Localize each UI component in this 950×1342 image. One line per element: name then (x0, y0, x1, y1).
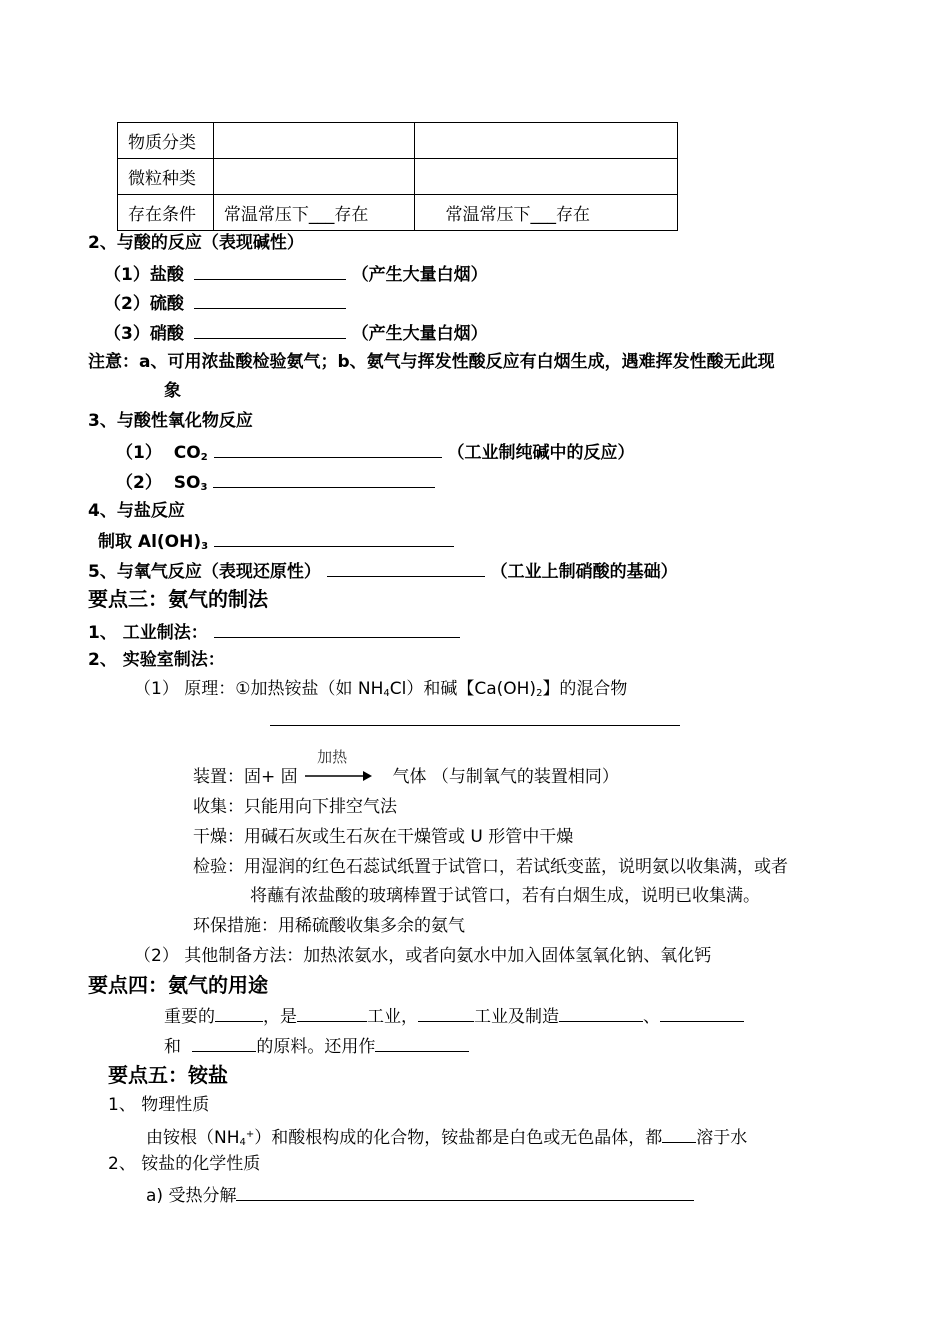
usage-line (164, 1034, 469, 1058)
text-segment: 工业， (367, 1007, 418, 1027)
section-title: 5、与氧气反应（表现还原性） (88, 562, 321, 582)
formula-subscript: 3 (201, 541, 209, 552)
formula (174, 443, 208, 463)
item-label: 1、 工业制法： (88, 623, 208, 643)
formula-subscript: 2 (536, 688, 543, 699)
answer-blank[interactable] (194, 291, 346, 309)
table-cell (415, 123, 678, 159)
text-segment: 】的混合物 (542, 679, 628, 699)
answer-blank[interactable] (297, 1004, 367, 1022)
formula-subscript: 2 (200, 452, 208, 463)
text-segment: 工业及制造 (474, 1007, 559, 1027)
text-segment: （1） 原理：①加热铵盐（如 NH (134, 679, 384, 699)
note-line: 象 (164, 381, 181, 401)
list-item (98, 529, 454, 558)
answer-blank[interactable] (662, 1125, 696, 1143)
dry-line: 干燥：用碱石灰或生石灰在干燥管或 U 形管中干燥 (193, 827, 574, 847)
answer-blank[interactable] (194, 262, 346, 280)
section-title-line (88, 559, 678, 583)
answer-blank[interactable] (375, 1034, 469, 1052)
answer-blank[interactable] (236, 1183, 694, 1201)
table-cell-label: 存在条件 (118, 195, 214, 231)
list-item (116, 470, 435, 499)
list-item (104, 321, 488, 345)
list-item: 2、 铵盐的化学性质 (108, 1154, 261, 1174)
other-method-line: （2） 其他制备方法：加热浓氨水，或者向氨水中加入固体氢氧化钠、氧化钙 (134, 946, 712, 966)
device-line (193, 748, 619, 788)
list-item: 2、 实验室制法： (88, 650, 225, 670)
list-item (88, 620, 460, 644)
section-title: 4、与盐反应 (88, 501, 185, 521)
table-row (118, 123, 678, 159)
text-segment: 的原料。还用作 (256, 1037, 376, 1057)
text-segment: Cl）和碱【Ca(OH) (389, 679, 537, 699)
text-segment: 由铵根（NH (146, 1128, 240, 1148)
collect-line: 收集：只能用向下排空气法 (193, 797, 397, 817)
answer-blank[interactable] (214, 440, 442, 458)
text-segment: 、 (643, 1007, 660, 1027)
text-segment: 溶于水 (696, 1128, 748, 1148)
text-segment: ）和酸根构成的化合物，铵盐都是白色或无色晶体，都 (254, 1128, 663, 1148)
item-note: （工业制纯碱中的反应） (447, 443, 635, 463)
note-line: 注意：a、可用浓盐酸检验氨气；b、氨气与挥发性酸反应有白烟生成，遇难挥发性酸无此现 (88, 352, 775, 372)
item-number: （1） (116, 443, 162, 463)
list-item (104, 291, 346, 315)
answer-blank[interactable] (327, 559, 485, 577)
answer-blank[interactable] (660, 1004, 744, 1022)
table-cell: 常温常压下___存在 (415, 195, 678, 231)
heading-point-3: 要点三：氨气的制法 (88, 587, 268, 611)
item-label: （1）盐酸 (104, 265, 184, 285)
answer-blank[interactable] (213, 470, 435, 488)
right-arrow-icon (303, 770, 373, 782)
property-table (117, 122, 678, 231)
heading-point-5: 要点五：铵盐 (108, 1063, 228, 1087)
table-row (118, 159, 678, 195)
formula (174, 473, 208, 493)
formula-subscript: 4 (383, 688, 390, 699)
text-segment: ，是 (263, 1007, 297, 1027)
table-row (118, 195, 678, 231)
table-cell (213, 123, 415, 159)
table-cell: 常温常压下___存在 (213, 195, 415, 231)
formula-subscript: 4 (239, 1137, 246, 1148)
answer-blank[interactable] (194, 321, 346, 339)
section-title: 3、与酸性氧化物反应 (88, 411, 253, 431)
text-segment: 重要的 (164, 1007, 215, 1027)
section-title: 2、与酸的反应（表现碱性） (88, 233, 304, 253)
answer-blank[interactable] (215, 1004, 263, 1022)
table-cell-label: 物质分类 (118, 123, 214, 159)
item-label: a) 受热分解 (146, 1186, 237, 1206)
test-line: 检验：用湿润的红色石蕊试纸置于试管口，若试纸变蓝，说明氨以收集满，或者 (193, 857, 788, 877)
formula-text: SO (173, 473, 201, 493)
item-note: （产生大量白烟） (351, 265, 488, 285)
description-line (146, 1124, 747, 1154)
test-line: 将蘸有浓盐酸的玻璃棒置于试管口，若有白烟生成，说明已收集满。 (250, 886, 760, 906)
item-label: （2）硫酸 (104, 294, 184, 314)
heading-point-4: 要点四：氨气的用途 (88, 973, 268, 997)
text-segment: 和 (164, 1037, 181, 1057)
item-note: （工业上制硝酸的基础） (490, 562, 678, 582)
table-cell (415, 159, 678, 195)
item-number: （2） (116, 473, 162, 493)
answer-blank[interactable] (214, 529, 454, 547)
table-cell (213, 159, 415, 195)
list-item: 1、 物理性质 (108, 1095, 210, 1115)
arrow-label: 加热 (317, 748, 348, 766)
item-note: （产生大量白烟） (351, 324, 488, 344)
answer-blank-line[interactable] (270, 725, 680, 726)
item-label: （3）硝酸 (104, 324, 184, 344)
list-item (116, 440, 635, 469)
item-label: 制取 Al(OH) (98, 532, 202, 552)
list-item (146, 1183, 694, 1207)
answer-blank[interactable] (559, 1004, 643, 1022)
text-segment: 气体 （与制氧气的装置相同） (392, 767, 619, 787)
answer-blank[interactable] (192, 1034, 256, 1052)
text-segment: 装置：固+ 固 (193, 767, 298, 787)
answer-blank[interactable] (418, 1004, 474, 1022)
formula-text: CO (173, 443, 201, 463)
table-cell-label: 微粒种类 (118, 159, 214, 195)
usage-line (164, 1004, 744, 1028)
list-item (104, 262, 488, 286)
env-line: 环保措施：用稀硫酸收集多余的氨气 (193, 916, 465, 936)
formula-superscript: + (245, 1129, 255, 1140)
answer-blank[interactable] (214, 620, 460, 638)
heating-arrow (303, 748, 373, 788)
principle-line (134, 678, 627, 705)
formula-subscript: 3 (200, 482, 208, 493)
